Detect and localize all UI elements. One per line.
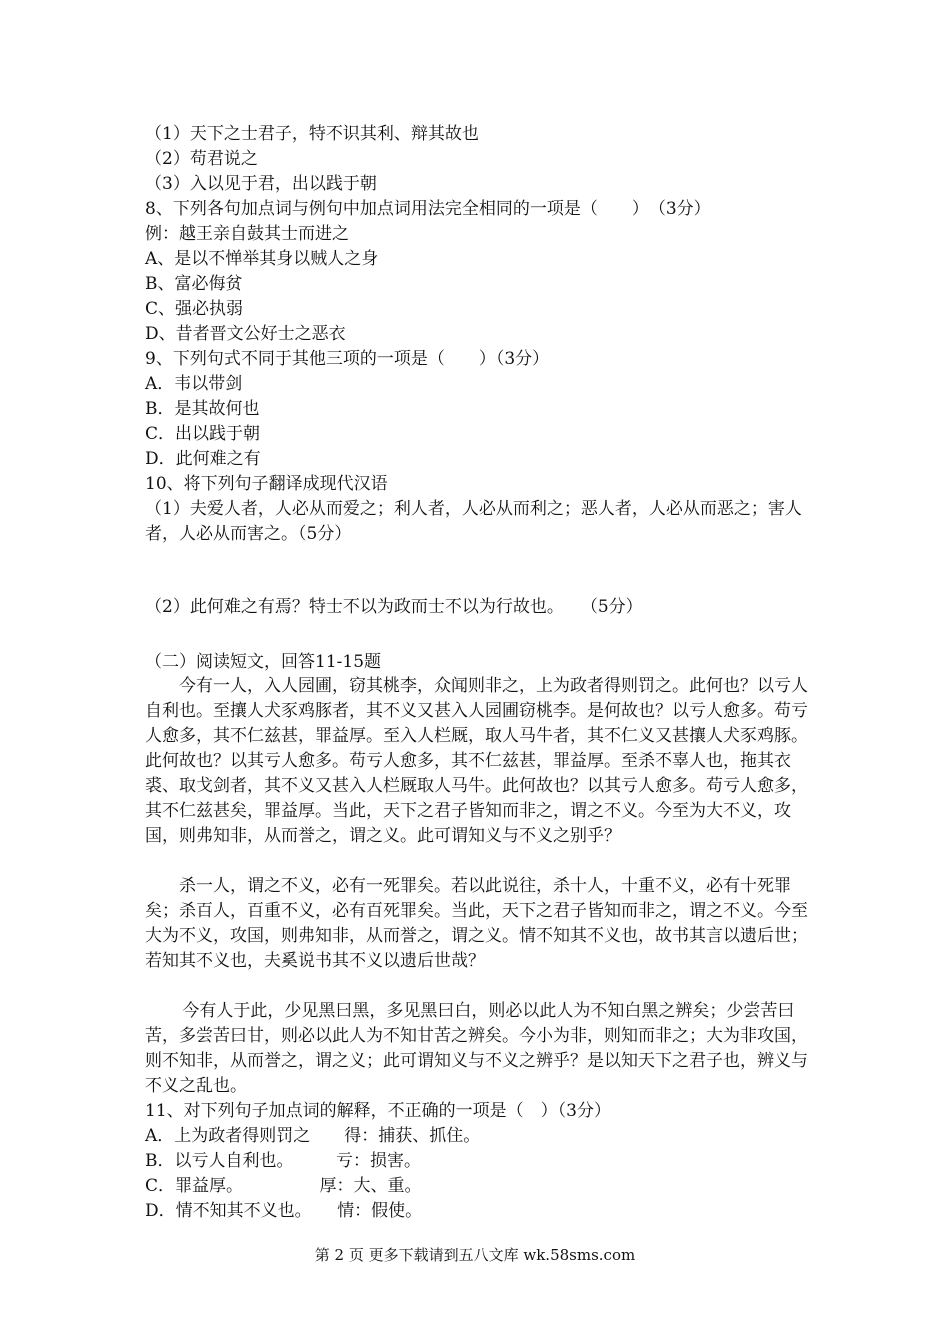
q10-sentence-1: （1）夫爱人者，人必从而爱之；利人者，人必从而利之；恶人者，人必从而恶之；害人者，人必从而害之。（5分） [145, 499, 802, 544]
q8-option-a: A、是以不惮举其身以贼人之身 [145, 249, 379, 269]
q9-stem: 9、下列句式不同于其他三项的一项是（ ）（3分） [145, 349, 550, 369]
q9-option-c: C．出以践于朝 [145, 424, 261, 444]
passage-paragraph-2: 杀一人，谓之不义，必有一死罪矣。若以此说往，杀十人，十重不义，必有十死罪矣；杀百人，百重不义，必有百死罪矣。当此，天下之君子皆知而非之，谓之不义。今至大为不义，攻国，则弗知非，从而誉之，谓之义。情不知其不义也，故书其言以遗后世；若知其不义也，夫奚说书其不义以遗后世哉？ [145, 876, 808, 971]
q9-option-b: B．是其故何也 [145, 399, 260, 419]
q11-option-d: D．情不知其不义也。 情：假使。 [145, 1201, 423, 1221]
q8-option-d: D、昔者晋文公好士之恶衣 [145, 324, 346, 344]
q7-item-1: （1）天下之士君子，特不识其利、辩其故也 [145, 124, 479, 144]
passage-paragraph-3: 今有人于此，少见黑曰黑，多见黑曰白，则必以此人为不知白黑之辨矣；少尝苦曰苦，多尝苦曰甘，则必以此人为不知甘苦之辨矣。今小为非，则知而非之；大为非攻国，则不知非，从而誉之，谓之义；此可谓知义与不义之辨乎？是以知天下之君子也，辨义与不义之乱也。 [145, 1001, 808, 1096]
q11-option-b: B．以亏人自利也。 亏：损害。 [145, 1151, 421, 1171]
q11-option-a: A．上为政者得则罚之 得：捕获、抓住。 [145, 1126, 481, 1146]
section-2-title: （二）阅读短文，回答11-15题 [145, 652, 382, 672]
passage-paragraph-1: 今有一人，入人园圃，窃其桃李，众闻则非之，上为政者得则罚之。此何也？以亏人自利也。至攘人犬豕鸡豚者，其不义又甚入人园圃窃桃李。是何故也？以亏人愈多。苟亏人愈多，其不仁兹甚，罪益厚。至入人栏厩，取人马牛者，其不仁义又甚攘人犬豕鸡豚。此何故也？以其亏人愈多。苟亏人愈多，其不仁兹甚，罪益厚。至杀不辜人也，拖其衣裘、取戈剑者，其不义又甚入人栏厩取人马牛。此何故也？以其亏人愈多。苟亏人愈多，其不仁兹甚矣，罪益厚。当此，天下之君子皆知而非之，谓之不义。今至为大不义，攻国，则弗知非，从而誉之，谓之义。此可谓知义与不义之别乎？ [145, 676, 808, 846]
q7-item-3: （3）入以见于君，出以践于朝 [145, 174, 377, 194]
q11-option-c: C．罪益厚。 厚：大、重。 [145, 1176, 422, 1196]
q9-option-a: A．韦以带剑 [145, 374, 243, 394]
q9-option-d: D．此何难之有 [145, 449, 261, 469]
q8-stem: 8、下列各句加点词与例句中加点词用法完全相同的一项是（ ） （3分） [145, 199, 711, 219]
q8-option-c: C、强必执弱 [145, 299, 244, 319]
page-footer: 第 2 页 更多下载请到五八文库 wk.58sms.com [314, 1246, 636, 1264]
q8-option-b: B、富必侮贫 [145, 274, 243, 294]
q11-stem: 11、对下列句子加点词的解释，不正确的一项是（ ）（3分） [145, 1101, 611, 1121]
q8-example: 例：越王亲自鼓其士而进之 [145, 224, 349, 244]
q10-sentence-2: （2）此何难之有焉？特士不以为政而士不以为行故也。 （5分） [145, 597, 643, 617]
q7-item-2: （2）苟君说之 [145, 149, 258, 169]
q10-stem: 10、将下列句子翻译成现代汉语 [145, 474, 388, 494]
